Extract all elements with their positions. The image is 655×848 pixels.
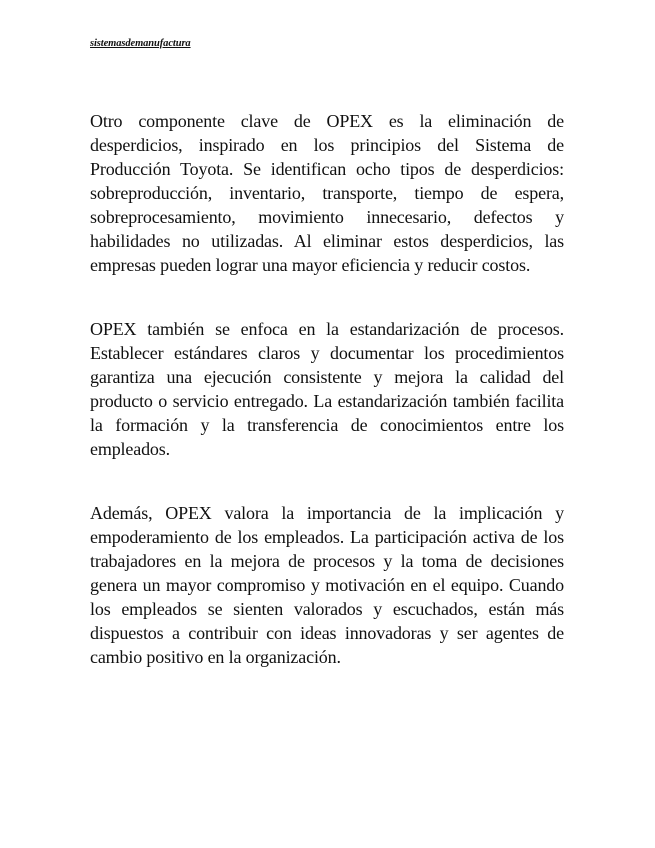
paragraph-waste-elimination	[90, 109, 564, 277]
paragraph-standardization	[90, 317, 564, 461]
paragraph-text: Otro componente clave de OPEX es la eliminación de desperdicios, inspirado en los principios del Sistema de Producción Toyota. Se identifican ocho tipos de desperdicios: sobreproducción, inventario, transporte, tiempo de espera, sobreprocesamiento, movimiento innecesario, defectos y habilidades no utilizadas. Al eliminar estos desperdicios, las empresas pueden lograr una mayor eficiencia y reducir costos.	[90, 111, 564, 275]
paragraph-text: Además, OPEX valora la importancia de la implicación y empoderamiento de los empleados. La participación activa de los trabajadores en la mejora de procesos y la toma de decisiones genera un mayor compromiso y motivación en el equipo. Cuando los empleados se sienten valorados y escuchados, están más dispuestos a contribuir con ideas innovadoras y ser agentes de cambio positivo en la organización.	[90, 503, 564, 667]
paragraph-employee-empowerment	[90, 501, 564, 669]
paragraph-text: OPEX también se enfoca en la estandarización de procesos. Establecer estándares claros y documentar los procedimientos garantiza una ejecución consistente y mejora la calidad del producto o servicio entregado. La estandarización también facilita la formación y la transferencia de conocimientos entre los empleados.	[90, 319, 564, 459]
page-header: sistemasdemanufactura	[90, 38, 191, 49]
